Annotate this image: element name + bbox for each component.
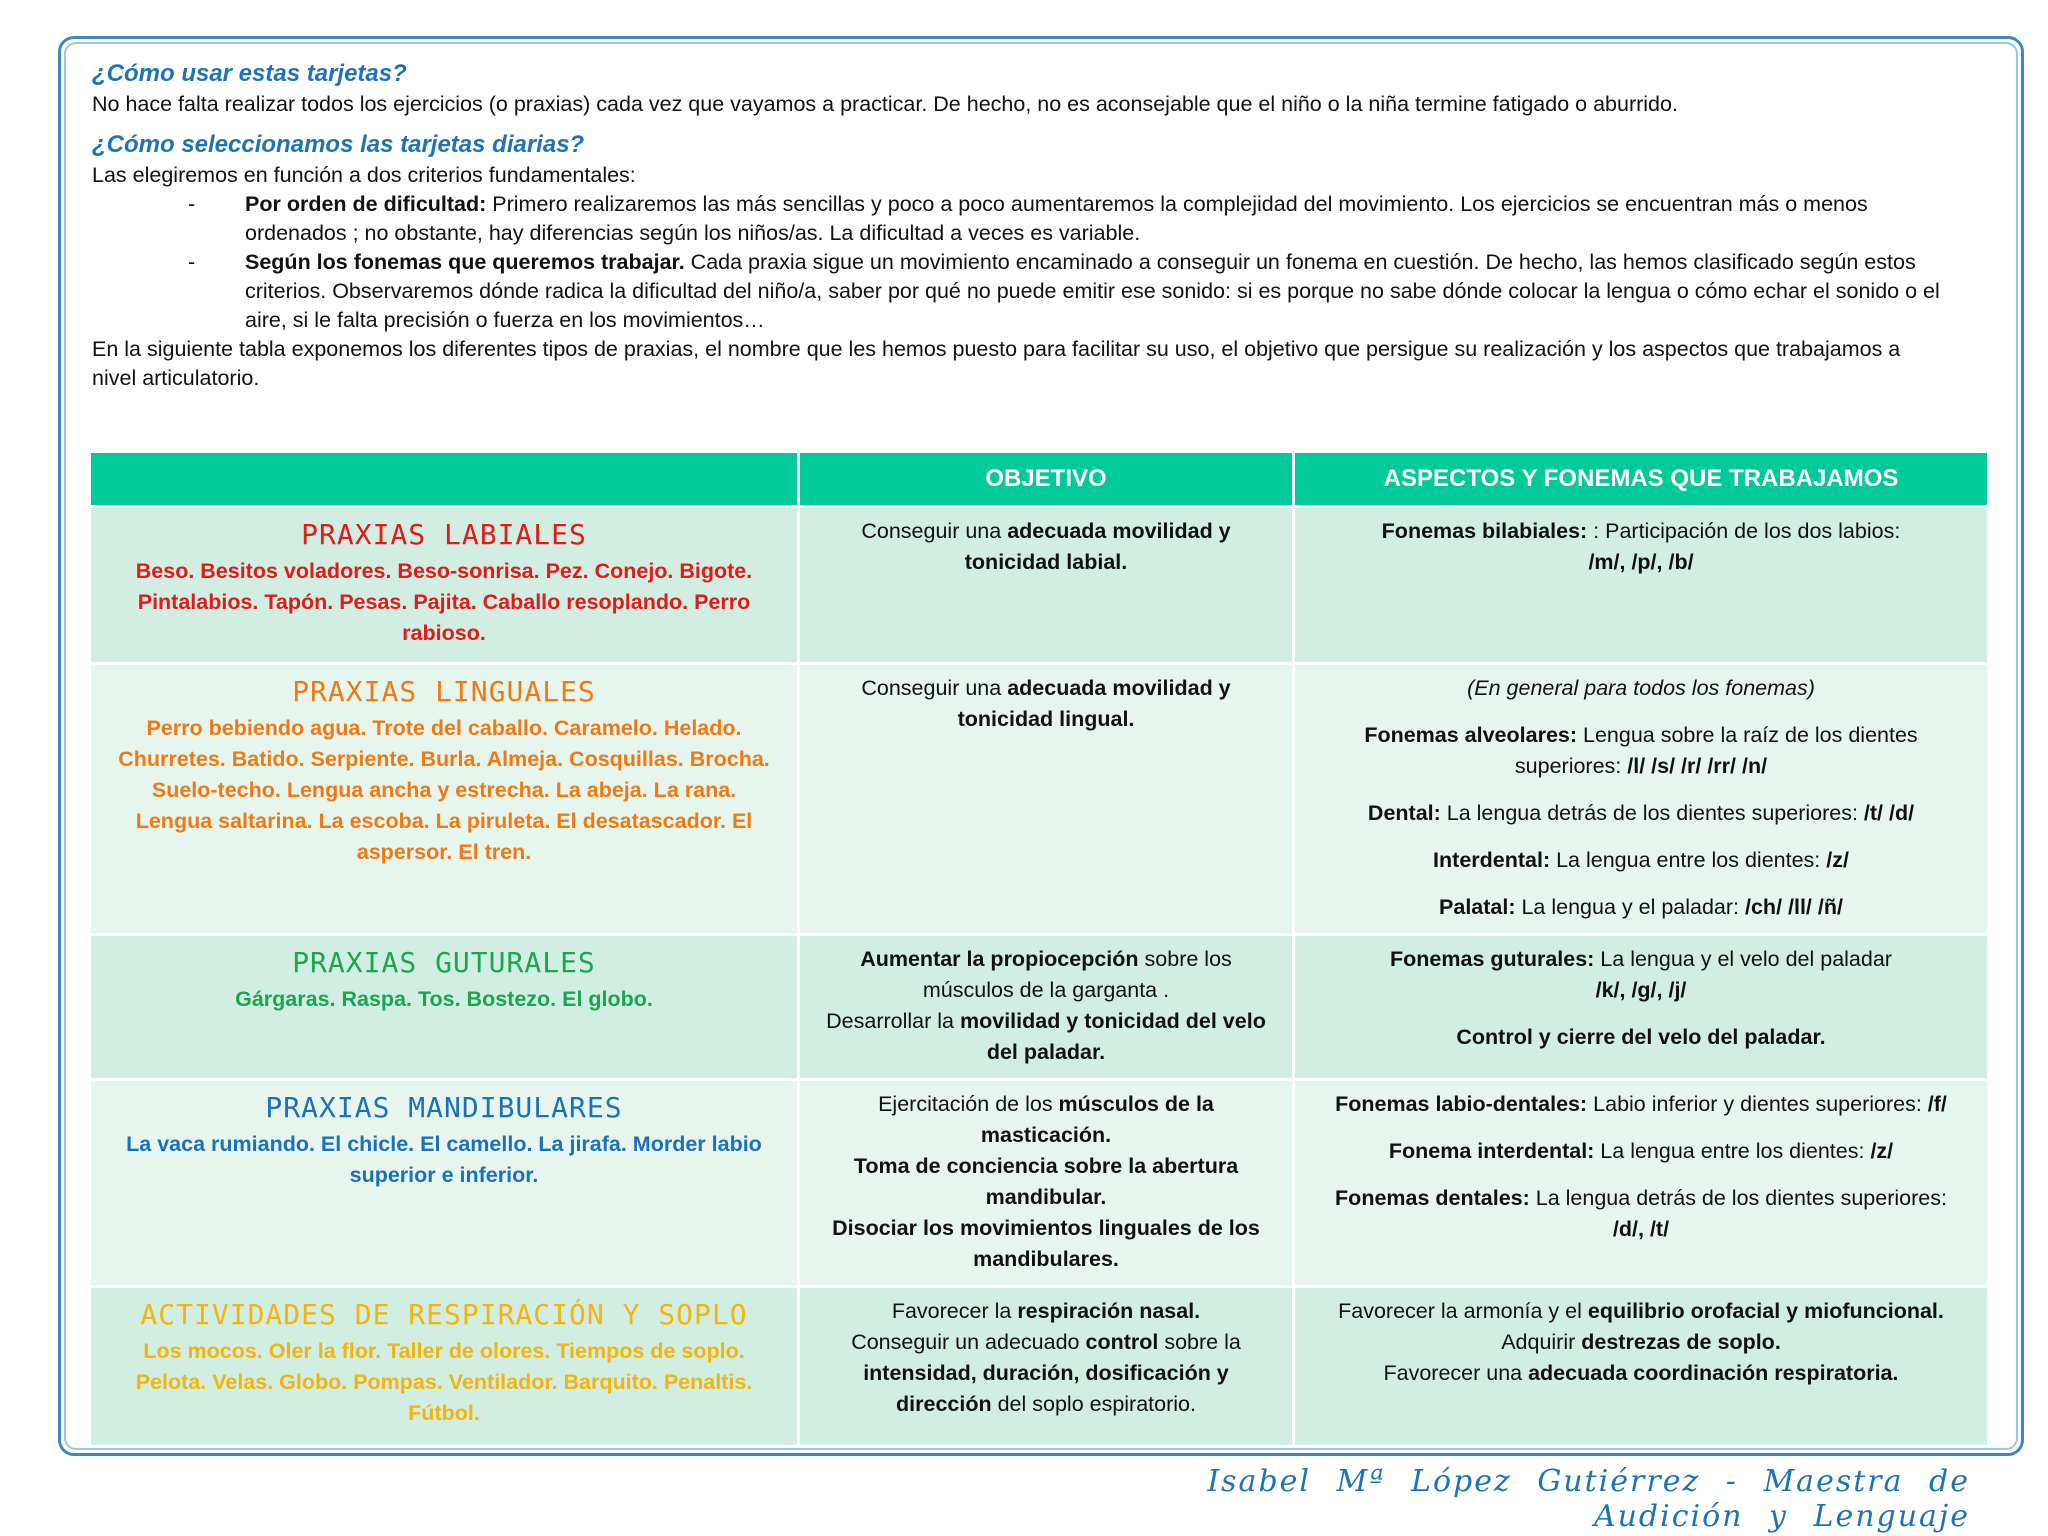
praxia-title: PRAXIAS MANDIBULARES xyxy=(265,1091,623,1124)
header-praxia xyxy=(90,452,799,507)
paragraph-criteria-intro: Las elegiremos en función a dos criterios fundamentales: xyxy=(92,163,636,187)
table-header-row xyxy=(90,452,1989,507)
aspects-cell: Favorecer la armonía y el equilibrio orofacial y miofuncional. Adquirir destrezas de soplo. Favorecer una adecuada coordinación respiratoria. xyxy=(1294,1287,1989,1447)
intro-section xyxy=(92,58,1992,393)
praxia-title: PRAXIAS GUTURALES xyxy=(292,946,596,979)
praxia-title: PRAXIAS LABIALES xyxy=(301,518,587,551)
praxia-items: La vaca rumiando. El chicle. El camello. La jirafa. Morder labio superior e inferior. xyxy=(126,1132,762,1187)
criteria-item: - Según los fonemas que queremos trabajar. Cada praxia sigue un movimiento encaminado a conseguir un fonema en cuestión. De hecho, las hemos clasificado según estos criterios. Observaremos dónde radica la dificultad del niño/a, saber por qué no puede emitir ese sonido: si es porque no sabe dónde colocar la lengua o cómo echar el sonido o el aire, si le falta precisión o fuerza en los movimientos… xyxy=(188,250,1940,332)
praxia-cell xyxy=(90,1080,799,1287)
table-row xyxy=(90,935,1989,1080)
question-how-to-use: ¿Cómo usar estas tarjetas? xyxy=(92,60,407,87)
criteria-item: - Por orden de dificultad: Primero realizaremos las más sencillas y poco a poco aumentaremos la complejidad del movimiento. Los ejercicios se encuentran más o menos ordenados ; no obstante, hay diferencias según los niños/as. La dificultad a veces es variable. xyxy=(188,192,1868,245)
header-objetivo: OBJETIVO xyxy=(799,452,1294,507)
criteria-list xyxy=(92,190,1992,335)
table-row xyxy=(90,664,1989,935)
paragraph-table-intro: En la siguiente tabla exponemos los diferentes tipos de praxias, el nombre que les hemos puesto para facilitar su uso, el objetivo que persigue su realización y los aspectos que trabajamos a nivel articulatorio. xyxy=(92,337,1901,390)
header-aspectos: ASPECTOS Y FONEMAS QUE TRABAJAMOS xyxy=(1294,452,1989,507)
praxia-items: Beso. Besitos voladores. Beso-sonrisa. Pez. Conejo. Bigote. Pintalabios. Tapón. Pesas. Pajita. Caballo resoplando. Perro rabioso. xyxy=(135,559,753,645)
aspects-cell: Fonemas guturales: La lengua y el velo del paladar /k/, /g/, /j/ Control y cierre del velo del paladar. xyxy=(1294,935,1989,1080)
table-row xyxy=(90,1080,1989,1287)
objective-cell: Favorecer la respiración nasal. Conseguir un adecuado control sobre la intensidad, duración, dosificación y dirección del soplo espiratorio. xyxy=(799,1287,1294,1447)
objective-cell: Aumentar la propiocepción sobre los músculos de la garganta . Desarrollar la movilidad y tonicidad del velo del paladar. xyxy=(799,935,1294,1080)
praxia-items: Los mocos. Oler la flor. Taller de olores. Tiempos de soplo. Pelota. Velas. Globo. Pompas. Ventilador. Barquito. Penaltis. Fútbol. xyxy=(135,1339,753,1425)
aspects-cell: (En general para todos los fonemas) Fonemas alveolares: Lengua sobre la raíz de los dientes superiores: /l/ /s/ /r/ /rr/ /n/ Dental: La lengua detrás de los dientes superiores: /t/ /d/ Interdental: La lengua entre los dientes: /z/ Palatal: La lengua y el paladar: /ch/ /ll/ /ñ/ xyxy=(1294,664,1989,935)
paragraph-how-to-use: No hace falta realizar todos los ejercicios (o praxias) cada vez que vayamos a practicar. De hecho, no es aconsejable que el niño o la niña termine fatigado o aburrido. xyxy=(92,92,1678,116)
praxia-cell xyxy=(90,935,799,1080)
aspects-cell: Fonemas bilabiales: : Participación de los dos labios: /m/, /p/, /b/ xyxy=(1294,507,1989,664)
table-row xyxy=(90,1287,1989,1447)
author-signature: Isabel Mª López Gutiérrez - Maestra de Audición y Lenguaje xyxy=(1207,1464,1970,1534)
question-how-to-select: ¿Cómo seleccionamos las tarjetas diarias? xyxy=(92,131,585,158)
table-row xyxy=(90,507,1989,664)
praxia-cell xyxy=(90,507,799,664)
objective-cell: Conseguir una adecuada movilidad y tonicidad labial. xyxy=(799,507,1294,664)
praxia-cell xyxy=(90,664,799,935)
praxia-items: Perro bebiendo agua. Trote del caballo. Caramelo. Helado. Churretes. Batido. Serpiente. Burla. Almeja. Cosquillas. Brocha. Suelo-techo. Lengua ancha y estrecha. La abeja. La rana. Lengua saltarina. La escoba. La piruleta. El desatascador. El aspersor. El tren. xyxy=(118,716,770,864)
praxia-title: ACTIVIDADES DE RESPIRACIÓN Y SOPLO xyxy=(140,1298,748,1331)
praxias-table xyxy=(88,450,1990,1448)
objective-cell: Ejercitación de los músculos de la masticación. Toma de conciencia sobre la abertura mandibular. Disociar los movimientos linguales de los mandibulares. xyxy=(799,1080,1294,1287)
aspects-cell: Fonemas labio-dentales: Labio inferior y dientes superiores: /f/ Fonema interdental: La lengua entre los dientes: /z/ Fonemas dentales: La lengua detrás de los dientes superiores: /d/, /t/ xyxy=(1294,1080,1989,1287)
praxia-items: Gárgaras. Raspa. Tos. Bostezo. El globo. xyxy=(235,987,653,1011)
objective-cell: Conseguir una adecuada movilidad y tonicidad lingual. xyxy=(799,664,1294,935)
praxia-title: PRAXIAS LINGUALES xyxy=(292,675,596,708)
praxia-cell xyxy=(90,1287,799,1447)
